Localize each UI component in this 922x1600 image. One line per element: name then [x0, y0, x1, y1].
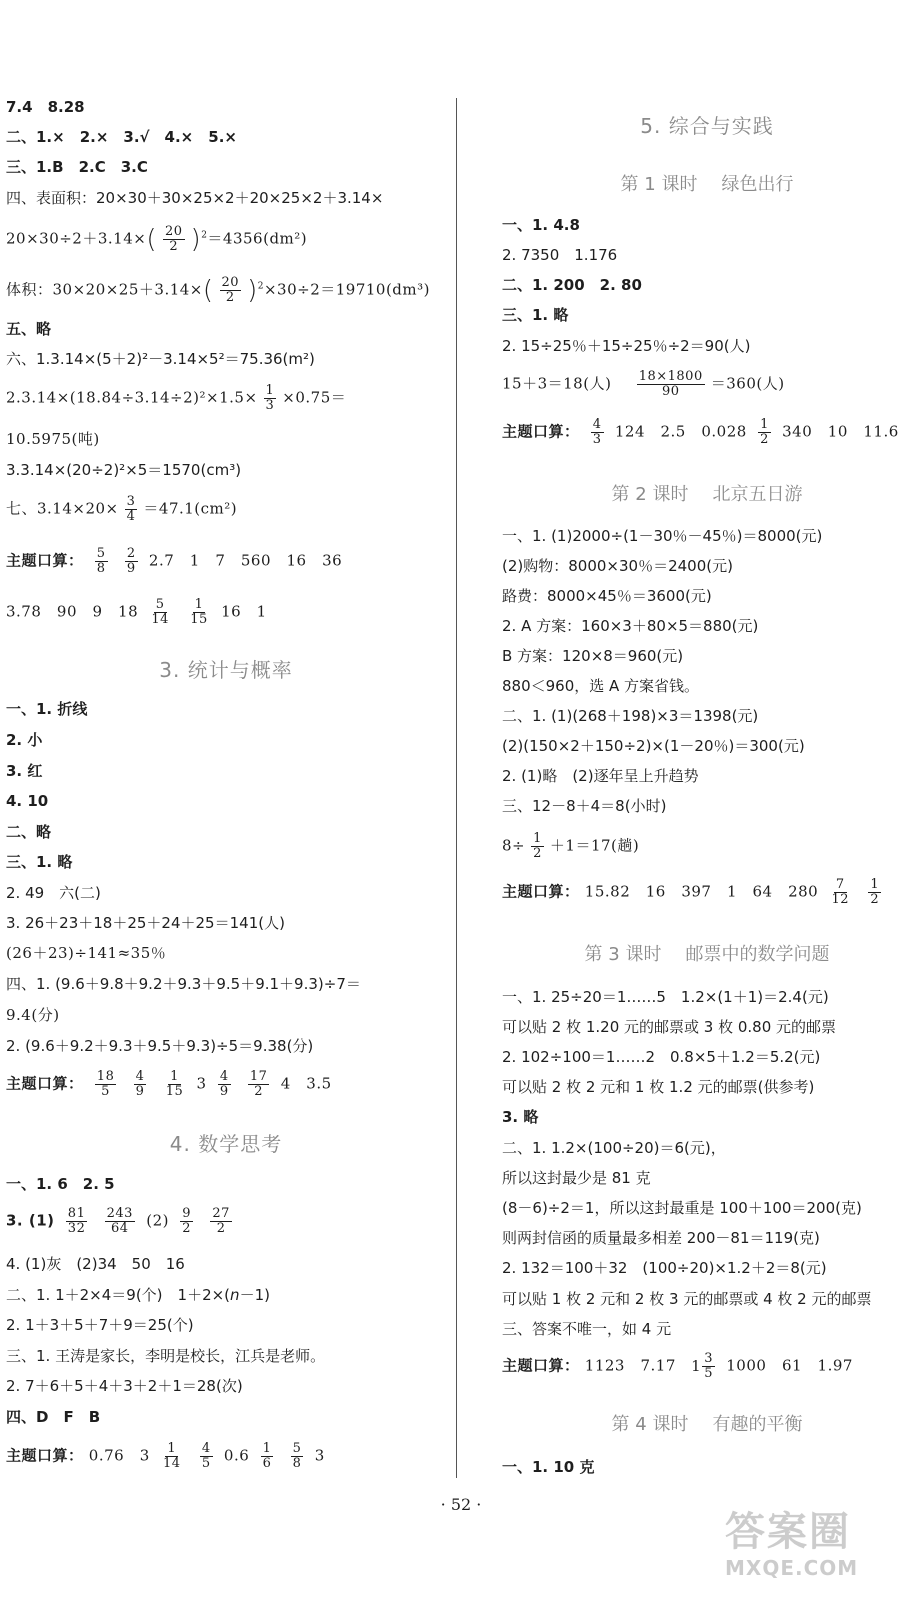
- answer-line: 二、1.× 2.× 3.√ 4.× 5.×: [6, 128, 237, 146]
- fraction: $\frac{1}{15}$: [190, 597, 208, 627]
- answer-line: 可以贴 1 枚 2 元和 2 枚 3 元的邮票或 4 枚 2 元的邮票: [502, 1290, 872, 1308]
- answer-line: 3. 26＋23＋18＋25＋24＋25＝141(人): [6, 914, 285, 932]
- answer-line: 2. A 方案：160×3＋80×5＝880(元): [502, 617, 759, 635]
- answer-line: 三、12－8＋4＝8(小时): [502, 797, 667, 815]
- answer-line: (26＋23)÷141≈35％: [6, 944, 167, 962]
- page-number: · 52 ·: [440, 1495, 482, 1514]
- answer-line: 3. 略: [502, 1108, 539, 1126]
- answer-line: 可以贴 2 枚 1.20 元的邮票或 3 枚 0.80 元的邮票: [502, 1018, 837, 1036]
- watermark-text: 答案圈: [725, 1509, 851, 1555]
- answer-line: 可以贴 2 枚 2 元和 1 枚 1.2 元的邮票(供参考): [502, 1078, 815, 1096]
- answer-line: 一、1. 10 克: [502, 1458, 595, 1476]
- watermark-url: MXQE.COM: [725, 1556, 859, 1580]
- answer-line: 9.4(分): [6, 1006, 60, 1024]
- fraction: $\frac{243}{64}$: [106, 1206, 133, 1236]
- answer-line: 880＜960，选 A 方案省钱。: [502, 677, 700, 695]
- fraction: $\frac{4}{9}$: [135, 1069, 145, 1099]
- answer-line-fraction: 2.3.14×(18.84÷3.14÷2)²×1.5× $\frac{1}{3}$ ×0.75＝: [6, 383, 347, 413]
- answer-line: 一、1. 4.8: [502, 216, 580, 234]
- fraction: $\frac{20}{2}$: [164, 224, 183, 254]
- answer-line: 四、D F B: [6, 1408, 101, 1426]
- answer-line: (8－6)÷2＝1，所以这封最重是 100＋100＝200(克): [502, 1199, 862, 1217]
- answer-line: 2. 7350 1.176: [502, 246, 618, 264]
- answer-line: 一、1. (1)2000÷(1－30％－45％)＝8000(元): [502, 527, 823, 545]
- answer-line: 3. 红: [6, 762, 43, 780]
- fraction: $\frac{4}{5}$: [201, 1441, 211, 1471]
- answer-line: 2. 1＋3＋5＋7＋9＝25(个): [6, 1316, 194, 1334]
- answer-line: 五、略: [6, 320, 52, 338]
- watermark-logo: [725, 1508, 915, 1594]
- oral-calc-line: 主题口算： $\frac{4}{3}$ 124 2.5 0.028 $\frac{1}{2}$ 340 10 11.6: [502, 417, 899, 447]
- fraction: $\frac{1}{6}$: [262, 1441, 272, 1471]
- fraction: $\frac{1}{2}$: [870, 877, 880, 907]
- answer-line: 一、1. 6 2. 5: [6, 1175, 115, 1193]
- fraction: $\frac{1}{3}$: [265, 383, 275, 413]
- answer-line: B 方案：120×8＝960(元): [502, 647, 684, 665]
- answer-line: 所以这封最少是 81 克: [502, 1169, 651, 1187]
- fraction: $\frac{1}{2}$: [760, 417, 769, 447]
- answer-line: 4. 10: [6, 792, 49, 810]
- fraction: $\frac{81}{32}$: [67, 1206, 86, 1236]
- section-title: 4. 数学思考: [169, 1132, 283, 1156]
- fraction: $\frac{4}{3}$: [592, 417, 602, 447]
- lesson-title: 第 4 课时 有趣的平衡: [611, 1414, 803, 1435]
- answer-line: 10.5975(吨): [6, 430, 100, 448]
- answer-line: 二、1. 1＋2×4＝9(个) 1＋2×(n－1): [6, 1286, 270, 1304]
- fraction: $\frac{20}{2}$: [221, 275, 240, 305]
- answer-line: 7.4 8.28: [6, 98, 85, 116]
- fraction: $\frac{27}{2}$: [212, 1206, 230, 1236]
- fraction: $\frac{4}{9}$: [219, 1069, 229, 1099]
- answer-line-fraction: 20×30÷2＋3.14×( $\frac{20}{2}$ )$^2$＝4356(dm²): [6, 224, 308, 255]
- lesson-title: 第 3 课时 邮票中的数学问题: [584, 944, 830, 965]
- answer-line: 二、1. 200 2. 80: [502, 276, 642, 294]
- answer-line-fraction: 8÷ $\frac{1}{2}$ ＋1＝17(趟): [502, 831, 640, 861]
- answer-line: 六、1.3.14×(5＋2)²－3.14×5²＝75.36(m²): [6, 350, 315, 368]
- fraction: $\frac{2}{9}$: [126, 546, 136, 576]
- answer-line: (2)购物：8000×30％＝2400(元): [502, 557, 733, 575]
- answer-line: 四、表面积：20×30＋30×25×2＋20×25×2＋3.14×: [6, 189, 384, 207]
- oral-calc-line: 主题口算： 15.82 16 397 1 64 280 $\frac{7}{12}$ $\frac{1}{2}$: [502, 877, 880, 907]
- oral-calc-line: 主题口算： 0.76 3 $\frac{1}{14}$ $\frac{4}{5}$ 0.6 $\frac{1}{6}$ $\frac{5}{8}$ 3: [6, 1441, 325, 1471]
- section-title: 3. 统计与概率: [159, 658, 293, 682]
- answer-line: 三、1. 略: [6, 853, 73, 871]
- oral-calc-line: 3.78 90 9 18 $\frac{5}{14}$ $\frac{1}{15}$ 16 1: [6, 597, 267, 627]
- answer-line: (2)(150×2＋150÷2)×(1－20％)＝300(元): [502, 737, 805, 755]
- answer-line: 2. 49 六(二): [6, 884, 101, 902]
- answer-line-fraction: 15＋3＝18(人) $\frac{18\times 1800}{90}$ ＝360(人): [502, 369, 785, 399]
- answer-line: 三、答案不唯一，如 4 元: [502, 1320, 672, 1338]
- answer-line-fraction: 七、3.14×20× $\frac{3}{4}$ ＝47.1(cm²): [6, 494, 238, 524]
- answer-line: 3.3.14×(20÷2)²×5＝1570(cm³): [6, 461, 242, 479]
- answer-line: 一、1. 25÷20＝1……5 1.2×(1＋1)＝2.4(元): [502, 988, 829, 1006]
- answer-line: 2. 102÷100＝1……2 0.8×5＋1.2＝5.2(元): [502, 1048, 821, 1066]
- answer-line: 二、1. 1.2×(100÷20)＝6(元)，: [502, 1139, 726, 1157]
- lesson-title: 第 2 课时 北京五日游: [611, 484, 803, 505]
- answer-line: 2. 7＋6＋5＋4＋3＋2＋1＝28(次): [6, 1377, 243, 1395]
- fraction: $\frac{18\times 1800}{90}$: [638, 369, 703, 399]
- fraction: $\frac{1}{14}$: [163, 1441, 181, 1471]
- fraction: $\frac{5}{14}$: [151, 597, 169, 627]
- fraction: $\frac{9}{2}$: [182, 1206, 192, 1236]
- fraction: $\frac{17}{2}$: [249, 1069, 268, 1099]
- section-title: 5. 综合与实践: [640, 114, 774, 138]
- answer-line: 四、1. (9.6＋9.8＋9.2＋9.3＋9.5＋9.1＋9.3)÷7＝: [6, 975, 361, 993]
- answer-line: 2. (1)略 (2)逐年呈上升趋势: [502, 767, 699, 785]
- answer-line: 三、1. 王涛是家长，李明是校长，江兵是老师。: [6, 1347, 326, 1365]
- answer-line: 二、略: [6, 823, 52, 841]
- fraction: $\frac{1}{2}$: [533, 831, 542, 861]
- answer-line: 2. 132＝100＋32 (100÷20)×1.2＋2＝8(元): [502, 1259, 827, 1277]
- column-divider: [456, 98, 457, 1478]
- answer-line: 则两封信函的质量最多相差 200－81＝119(克): [502, 1229, 820, 1247]
- oral-calc-line: 主题口算： 1123 7.17 1 $\frac{3}{5}$ 1000 61 1.97: [502, 1351, 853, 1381]
- answer-line: 2. (9.6＋9.2＋9.3＋9.5＋9.3)÷5＝9.38(分): [6, 1037, 314, 1055]
- fraction: $\frac{5}{8}$: [292, 1441, 302, 1471]
- answer-line-fraction: 3. (1) $\frac{81}{32}$ $\frac{243}{64}$ (2) $\frac{9}{2}$ $\frac{27}{2}$: [6, 1206, 230, 1236]
- answer-line: 4. (1)灰 (2)34 50 16: [6, 1255, 185, 1273]
- answer-line: 三、1. 略: [502, 306, 569, 324]
- oral-calc-line: 主题口算： $\frac{18}{5}$ $\frac{4}{9}$ $\frac{1}{15}$ 3 $\frac{4}{9}$ $\frac{17}{2}$ 4 3.5: [6, 1069, 332, 1099]
- fraction: $\frac{7}{12}$: [831, 877, 850, 907]
- answer-line: 2. 小: [6, 731, 43, 749]
- lesson-title: 第 1 课时 绿色出行: [620, 174, 794, 195]
- answer-line: 三、1.B 2.C 3.C: [6, 158, 148, 176]
- answer-line: 2. 15÷25％＋15÷25％÷2＝90(人): [502, 337, 751, 355]
- answer-line: 二、1. (1)(268＋198)×3＝1398(元): [502, 707, 759, 725]
- fraction: $\frac{1}{15}$: [165, 1069, 184, 1099]
- fraction: $\frac{3}{4}$: [126, 494, 136, 524]
- oral-calc-line: 主题口算： $\frac{5}{8}$ $\frac{2}{9}$ 2.7 1 7 560 16 36: [6, 546, 343, 576]
- answer-line: 一、1. 折线: [6, 700, 88, 718]
- answer-line: 路费：8000×45％＝3600(元): [502, 587, 712, 605]
- fraction: $\frac{5}{8}$: [96, 546, 106, 576]
- answer-line-fraction: 体积：30×20×25＋3.14×( $\frac{20}{2}$ )$^2$×30÷2＝19710(dm³): [6, 275, 430, 306]
- fraction: $\frac{3}{5}$: [704, 1351, 713, 1381]
- fraction: $\frac{18}{5}$: [96, 1069, 115, 1099]
